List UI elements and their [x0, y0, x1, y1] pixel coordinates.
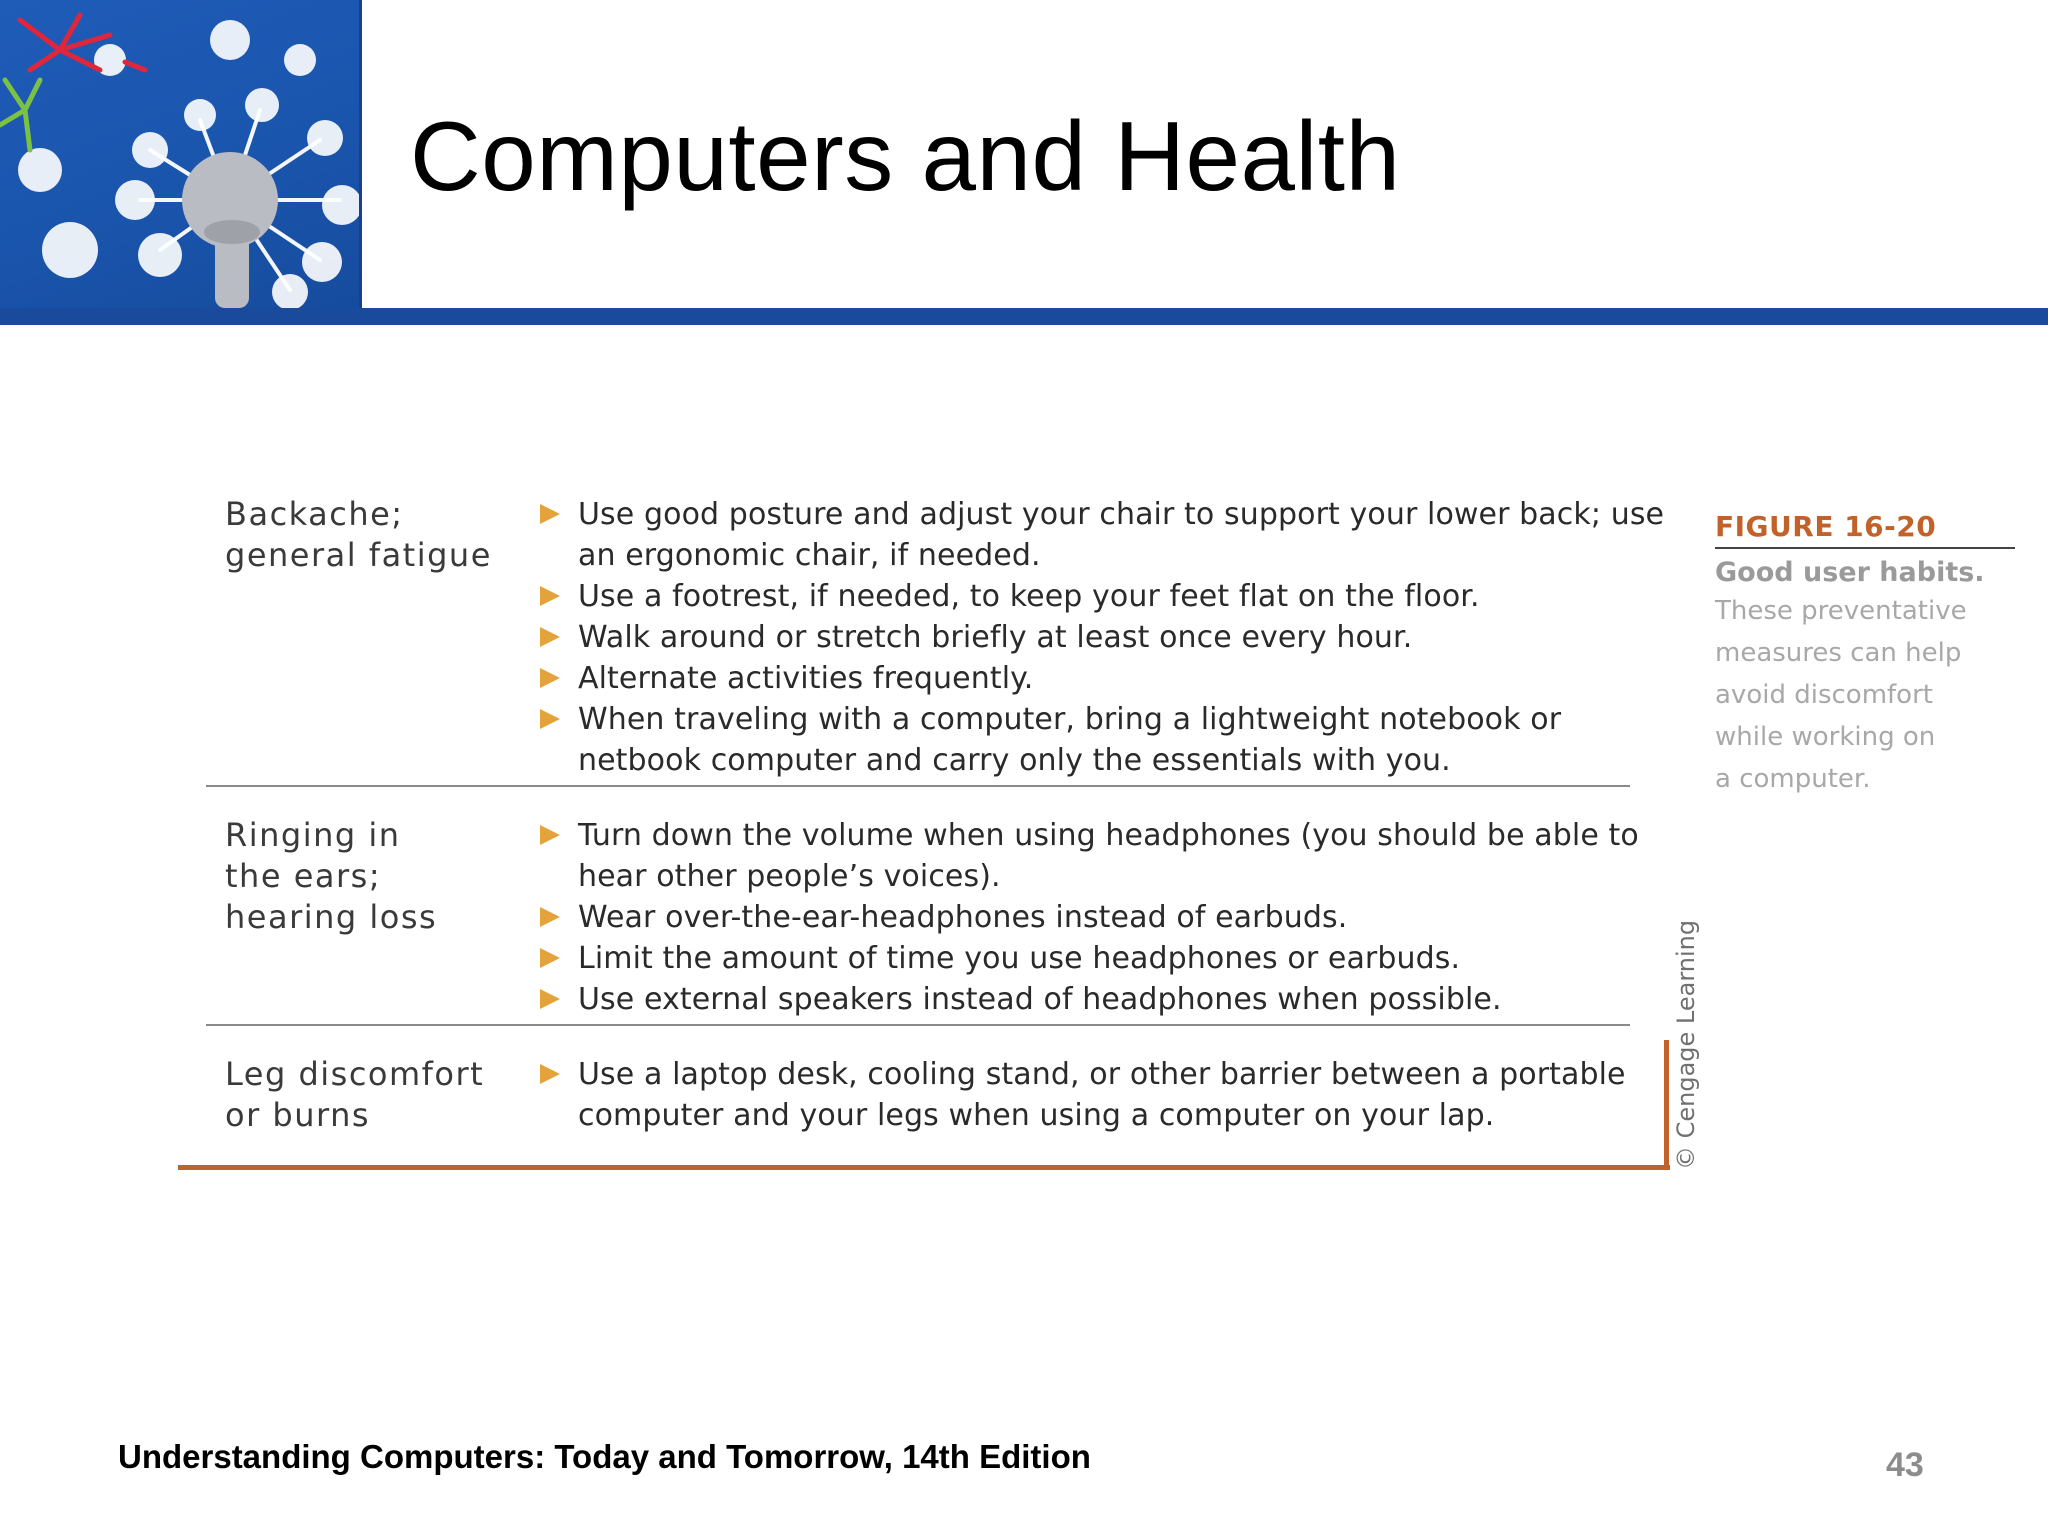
- list-item: Alternate activities frequently.: [540, 658, 1668, 699]
- list-item: Use good posture and adjust your chair to support your lower back; use an ergonomic chair, if needed.: [540, 494, 1668, 576]
- arrow-bullet-icon: [540, 948, 560, 968]
- arrow-bullet-icon: [540, 907, 560, 927]
- page-number: 43: [1886, 1446, 1924, 1484]
- tips-list-leg: [540, 1054, 1668, 1136]
- figure-side-rule: [1664, 1040, 1669, 1170]
- figure-caption: [1715, 510, 2015, 800]
- condition-label-hearing: Ringing in the ears; hearing loss: [225, 816, 438, 936]
- tips-list-backache: [540, 494, 1668, 781]
- list-item: Wear over-the-ear-headphones instead of earbuds.: [540, 897, 1668, 938]
- figure-caption-title: Good user habits.: [1715, 557, 1985, 588]
- tips-list-hearing: [540, 815, 1668, 1020]
- arrow-bullet-icon: [540, 627, 560, 647]
- footer-book-title: Understanding Computers: Today and Tomorrow, 14th Edition: [118, 1438, 1091, 1475]
- arrow-bullet-icon: [540, 989, 560, 1009]
- arrow-bullet-icon: [540, 668, 560, 688]
- slide-title: Computers and Health: [410, 101, 1401, 211]
- list-item: Use a laptop desk, cooling stand, or other barrier between a portable computer and your legs when using a computer on your lap.: [540, 1054, 1668, 1136]
- image-credit: © Cengage Learning: [1672, 919, 1700, 1170]
- arrow-bullet-icon: [540, 825, 560, 845]
- arrow-bullet-icon: [540, 586, 560, 606]
- list-item: Use a footrest, if needed, to keep your feet flat on the floor.: [540, 576, 1668, 617]
- condition-label-leg: Leg discomfort or burns: [225, 1055, 485, 1134]
- figure-caption-text: These preventative measures can help avoid discomfort while working on a computer.: [1715, 596, 1967, 794]
- figure-bottom-rule: [178, 1165, 1670, 1170]
- list-item: Turn down the volume when using headphones (you should be able to hear other people’s voices).: [540, 815, 1668, 897]
- list-item: When traveling with a computer, bring a lightweight notebook or netbook computer and carry only the essentials with you.: [540, 699, 1668, 781]
- arrow-bullet-icon: [540, 504, 560, 524]
- arrow-bullet-icon: [540, 709, 560, 729]
- row-divider: [206, 785, 1630, 787]
- list-item: Limit the amount of time you use headphones or earbuds.: [540, 938, 1668, 979]
- row-divider: [206, 1024, 1630, 1026]
- figure-number: FIGURE 16-20: [1715, 510, 2015, 549]
- list-item: Walk around or stretch briefly at least once every hour.: [540, 617, 1668, 658]
- condition-label-backache: Backache; general fatigue: [225, 495, 492, 574]
- arrow-bullet-icon: [540, 1064, 560, 1084]
- list-item: Use external speakers instead of headphones when possible.: [540, 979, 1668, 1020]
